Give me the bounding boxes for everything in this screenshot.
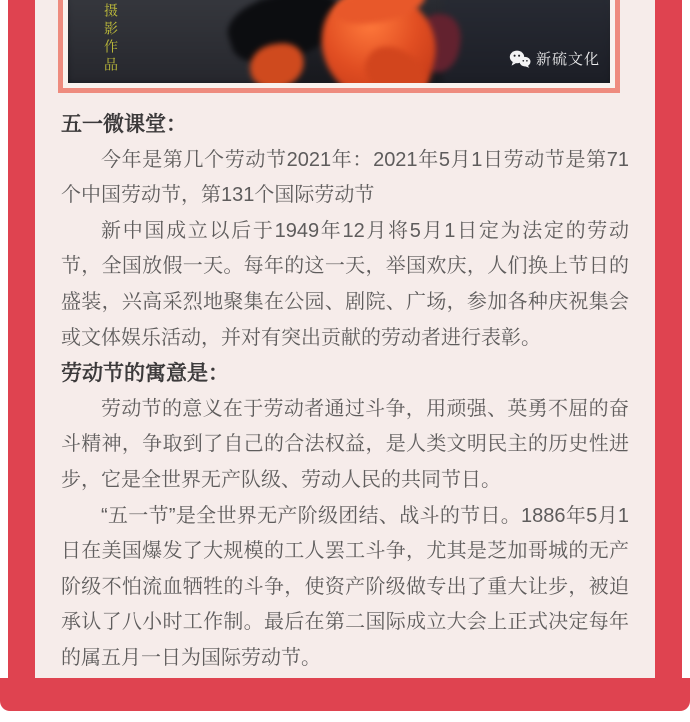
photo-background-right (443, 0, 610, 83)
paragraph-which-labor-day: 今年是第几个劳动节2021年：2021年5月1日劳动节是第71个中国劳动节，第131个国际劳动节 (61, 148, 629, 207)
article-card (35, 0, 655, 678)
section-heading-labor-day-meaning: 劳动节的寓意是： (61, 362, 229, 386)
article-body (35, 107, 655, 677)
worker-gloves-photo[interactable] (68, 0, 610, 83)
watermark (509, 48, 600, 69)
wechat-icon (509, 50, 531, 68)
paragraph-meaning-of-labor-day: 劳动节的意义在于劳动者通过斗争，用顽强、英勇不屈的奋斗精神，争取到了自己的合法权益，是人类文明民主的历史性进步，它是全世界无产队级、劳动人民的共同节日。 (61, 397, 629, 491)
red-footer-bar (0, 678, 690, 711)
paragraph-history-1886: “五一节”是全世界无产阶级团结、战斗的节日。1886年5月1日在美国爆发了大规模的工人罢工斗争，尤其是芝加哥城的无产阶级不怕流血牺牲的斗争，使资产阶级做专出了重大让步，被迫承认了八小时工作制。最后在第二国际成立大会上正式决定每年的属五月一日为国际劳动节。 (61, 504, 629, 669)
watermark-label: 新硫文化 (535, 51, 600, 68)
paragraph-new-china-holiday: 新中国成立以后于1949年12月将5月1日定为法定的劳动节，全国放假一天。每年的这一天，举国欢庆，人们换上节日的盛装，兴高采烈地聚集在公园、剧院、广场，参加各种庆祝集会或文体娱乐活动，并对有突出贡献的劳动者进行表彰。 (61, 219, 629, 349)
section-heading-wuyi-classroom: 五一微课堂： (61, 113, 187, 136)
photo-frame (58, 0, 620, 93)
photo-vertical-caption: 摄影作品 (102, 3, 118, 75)
